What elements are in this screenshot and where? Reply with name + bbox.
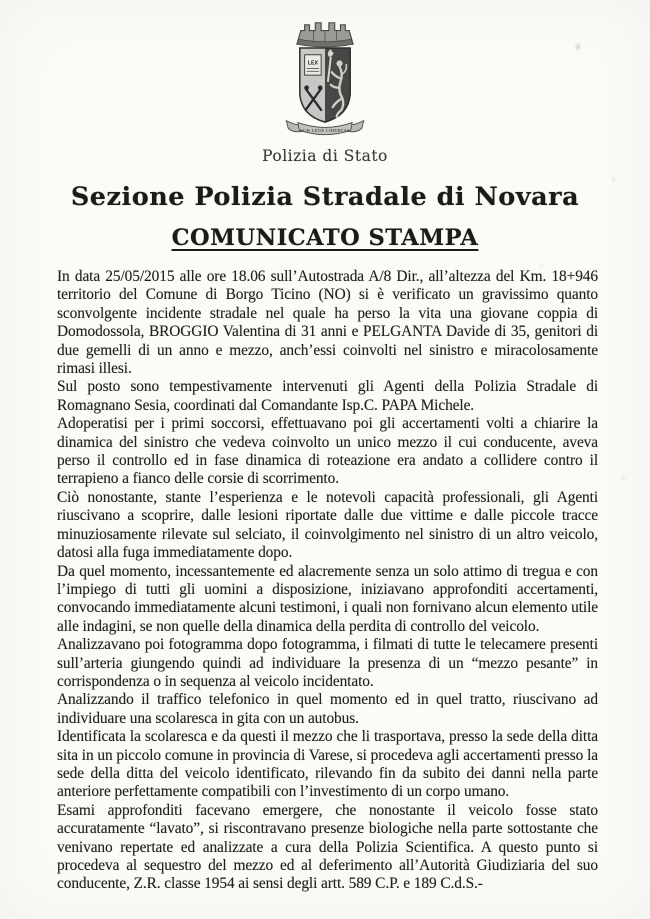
body-paragraph: Identificata la scolaresca e da questi il mezzo che li trasportava, presso la sede della ditta sita in un piccolo comune in provincia di Varese, si procedeva agli accertamenti presso la sede della ditta del veicolo identificato, rilevando fin da subito dei danni nella parte anteriore perfettamente compatibili con l’investimento di un corpo umano. [57,728,598,801]
scan-speck [540,264,543,267]
mural-crown-icon [297,23,353,47]
police-emblem-block [0,0,650,165]
shield-icon [300,48,350,122]
body-paragraph: Ciò nonostante, stante l’esperienza e le notevoli capacità professionali, gli Agenti riuscivano a scoprire, dalle lesioni riportate dalle due vittime e dalle piccole tracce minuziosamente rilevate sul selciato, il coinvolgimento nel sinistro di un altro veicolo, datosi alla fuga immediatamente dopo. [57,488,598,562]
scan-speck [576,44,580,50]
body-paragraph: Esami approfonditi facevano emergere, che nonostante il veicolo fosse stato accuratamente “lavato”, si riscontravano presenze biologiche nella parte sottostante che venivano repertate ed analizzate a cura della Polizia Scientifica. A questo punto si procedeva al sequestro del mezzo ed al deferimento all’Autorità Giudiziaria del suo conducente, Z.R. classe 1954 ai sensi degli artt. 589 C.P. e 189 C.d.S.- [57,801,598,893]
body-paragraph: Adoperatisi per i primi soccorsi, effettuavano poi gli accertamenti volti a chiarire la dinamica del sinistro che vedeva coinvolto un unico mezzo il cui conducente, aveva perso il controllo ed in fase dinamica di roteazione era andato a collidere contro il terrapieno a fianco delle corsie di scorrimento. [57,415,598,488]
body-paragraph: Sul posto sono tempestivamente intervenuti gli Agenti della Polizia Stradale di Romagnano Sesia, coordinati dal Comandante Isp.C. PAPA Michele. [57,378,598,414]
document-title: Sezione Polizia Stradale di Novara [70,182,580,212]
press-release-body [57,268,598,894]
body-paragraph: Analizzando il traffico telefonico in quel momento ed in quel tratto, riuscivano ad individuare una scolaresca in gita con un autobus. [57,691,598,727]
scan-speck [622,476,625,479]
polizia-di-stato-crest-icon [257,18,393,140]
motto-scroll-text: SUB LEGE LIBERTAS [300,127,350,133]
document-subtitle: COMUNICATO STAMPA [171,225,479,251]
lex-book-label: LEX [307,60,319,67]
scan-speck [612,178,615,181]
body-paragraph: Da quel momento, incessantemente ed alacremente senza un solo attimo di tregua e con l’impiego di tutti gli uomini a disposizione, iniziavano approfonditi accertamenti, convocando immediatamente alcuni testimoni, i quali non fornivano alcun elemento utile alle indagini, se non quelle della dinamica della perdita di controllo del veicolo. [57,562,598,635]
body-paragraph: In data 25/05/2015 alle ore 18.06 sull’Autostrada A/8 Dir., all’altezza del Km. 18+946 territorio del Comune di Borgo Ticino (NO) si è verificato un gravissimo quanto sconvolgente incidente stradale nel quale ha perso la vita una giovane coppia di Domodossola, BROGGIO Valentina di 31 anni e PELGANTA Davide di 35, genitori di due gemelli di un anno e mezzo, anch’essi coinvolti nel sinistro e miracolosamente rimasi illesi. [57,268,598,378]
body-paragraph: Analizzavano poi fotogramma dopo fotogramma, i filmati di tutte le telecamere presenti sull’arteria giungendo quindi ad individuare la presenza di un “mezzo pesante” in corrispondenza o in sequenza al veicolo incidentato. [57,636,598,690]
emblem-caption: Polizia di Stato [262,147,388,165]
